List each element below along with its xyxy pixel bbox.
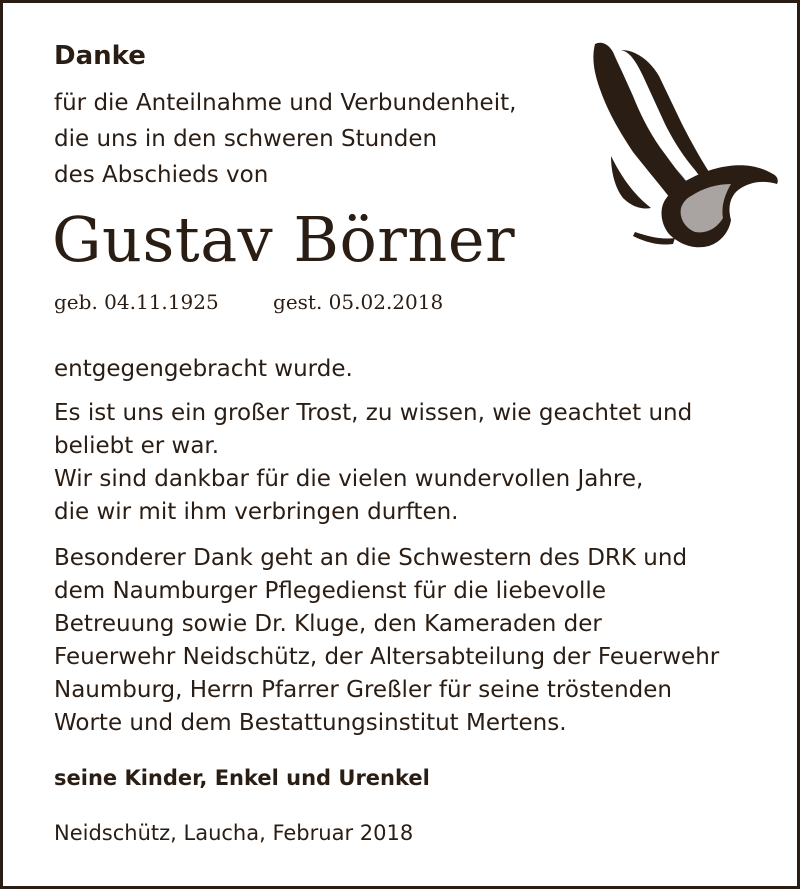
paragraph-line: Besonderer Dank geht an die Schwestern des DRK und (54, 545, 688, 571)
paragraph-line: beliebt er war. (54, 433, 220, 459)
paragraph-3 (54, 542, 719, 740)
intro-text (54, 85, 516, 193)
paragraph-line: entgegengebracht wurde. (54, 356, 353, 382)
birth-date: geb. 04.11.1925 (54, 290, 219, 314)
paragraph-line: die wir mit ihm verbringen durften. (54, 499, 459, 525)
place-and-date: Neidschütz, Laucha, Februar 2018 (54, 821, 414, 845)
paragraph-line: Betreuung sowie Dr. Kluge, den Kameraden der (54, 611, 602, 637)
paragraph-line: dem Naumburger Pflegedienst für die liebevolle (54, 578, 606, 604)
intro-line: die uns in den schweren Stunden (54, 126, 438, 152)
paragraph-line: Feuerwehr Neidschütz, der Altersabteilung der Feuerwehr (54, 644, 720, 670)
paragraph-line: Naumburg, Herrn Pfarrer Greßler für seine tröstenden (54, 677, 672, 703)
intro-line: für die Anteilnahme und Verbundenheit, (54, 90, 517, 116)
deceased-name: Gustav Börner (52, 203, 516, 276)
death-date: gest. 05.02.2018 (273, 290, 444, 314)
paragraph-2 (54, 397, 692, 529)
paragraph-line: Worte und dem Bestattungsinstitut Mertens. (54, 710, 567, 736)
signature: seine Kinder, Enkel und Urenkel (54, 766, 430, 790)
intro-line: des Abschieds von (54, 162, 269, 188)
paragraph-1 (54, 353, 353, 386)
paragraph-line: Wir sind dankbar für die vielen wundervollen Jahre, (54, 466, 644, 492)
paragraph-line: Es ist uns ein großer Trost, zu wissen, wie geachtet und (54, 400, 693, 426)
life-dates (54, 290, 443, 314)
praying-hands-icon (581, 36, 786, 256)
heading: Danke (54, 41, 146, 71)
